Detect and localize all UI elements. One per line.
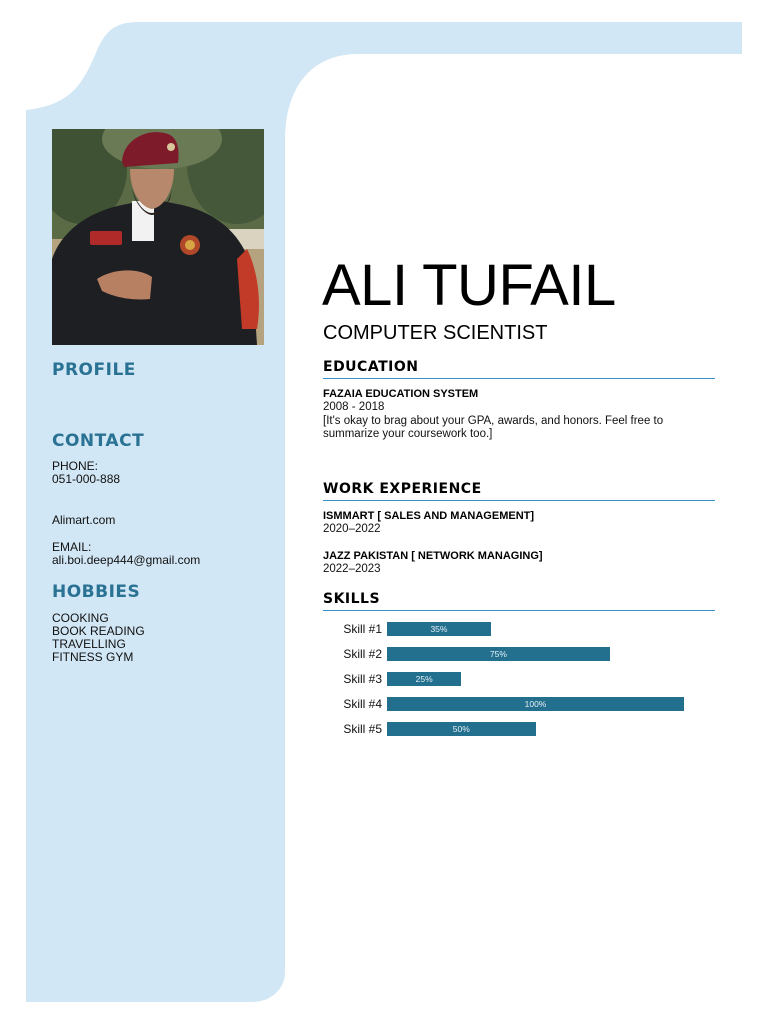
education-heading: EDUCATION (323, 359, 715, 379)
website-link[interactable]: Alimart.com (52, 513, 116, 527)
education-school: FAZAIA EDUCATION SYSTEM (323, 388, 479, 400)
skill-value-label: 75% (489, 649, 507, 659)
profile-heading: PROFILE (52, 360, 136, 380)
person-name: ALI TUFAIL (322, 253, 616, 318)
phone-number: 051-000-888 (52, 472, 121, 486)
skill-value-label: 25% (415, 674, 433, 684)
hobby-item: COOKING (52, 611, 109, 625)
skill-value-label: 100% (524, 699, 547, 709)
email-link[interactable]: ali.boi.deep444@gmail.com (52, 553, 201, 567)
skill-row (320, 622, 720, 636)
skill-label: Skill #4 (343, 697, 382, 711)
skill-label: Skill #3 (343, 672, 382, 686)
skill-label: Skill #5 (343, 722, 382, 736)
work-heading: WORK EXPERIENCE (323, 481, 715, 501)
contact-heading: CONTACT (52, 431, 145, 451)
phone-label: PHONE: (52, 459, 99, 473)
skill-label: Skill #1 (343, 622, 382, 636)
skill-value-label: 50% (452, 724, 470, 734)
skill-bar (387, 672, 461, 686)
skill-row (320, 722, 720, 736)
skills-heading: SKILLS (323, 591, 715, 611)
education-years: 2008 - 2018 (323, 401, 385, 413)
skill-row (320, 697, 720, 711)
education-description: [It's okay to brag about your GPA, awards, and honors. Feel free to summarize your coursework too.] (323, 415, 664, 440)
job-title-2: JAZZ PAKISTAN [ NETWORK MANAGING] (323, 550, 543, 562)
job-title-1: ISMMART [ SALES AND MANAGEMENT] (323, 510, 535, 522)
job-title: COMPUTER SCIENTIST (323, 322, 548, 344)
skill-bar (387, 697, 684, 711)
hobby-item: BOOK READING (52, 624, 145, 638)
hobby-item: FITNESS GYM (52, 650, 134, 664)
job-years-1: 2020–2022 (323, 523, 381, 535)
skill-value-label: 35% (430, 624, 448, 634)
job-years-2: 2022–2023 (323, 563, 381, 575)
skill-row (320, 672, 720, 686)
skill-bar (387, 722, 536, 736)
profile-photo (52, 129, 264, 345)
hobby-item: TRAVELLING (52, 637, 126, 651)
skill-bar (387, 647, 610, 661)
skill-label: Skill #2 (343, 647, 382, 661)
skill-bar (387, 622, 491, 636)
email-label: EMAIL: (52, 540, 92, 554)
skill-row (320, 647, 720, 661)
hobbies-heading: HOBBIES (52, 582, 141, 602)
skills-chart (320, 622, 720, 747)
